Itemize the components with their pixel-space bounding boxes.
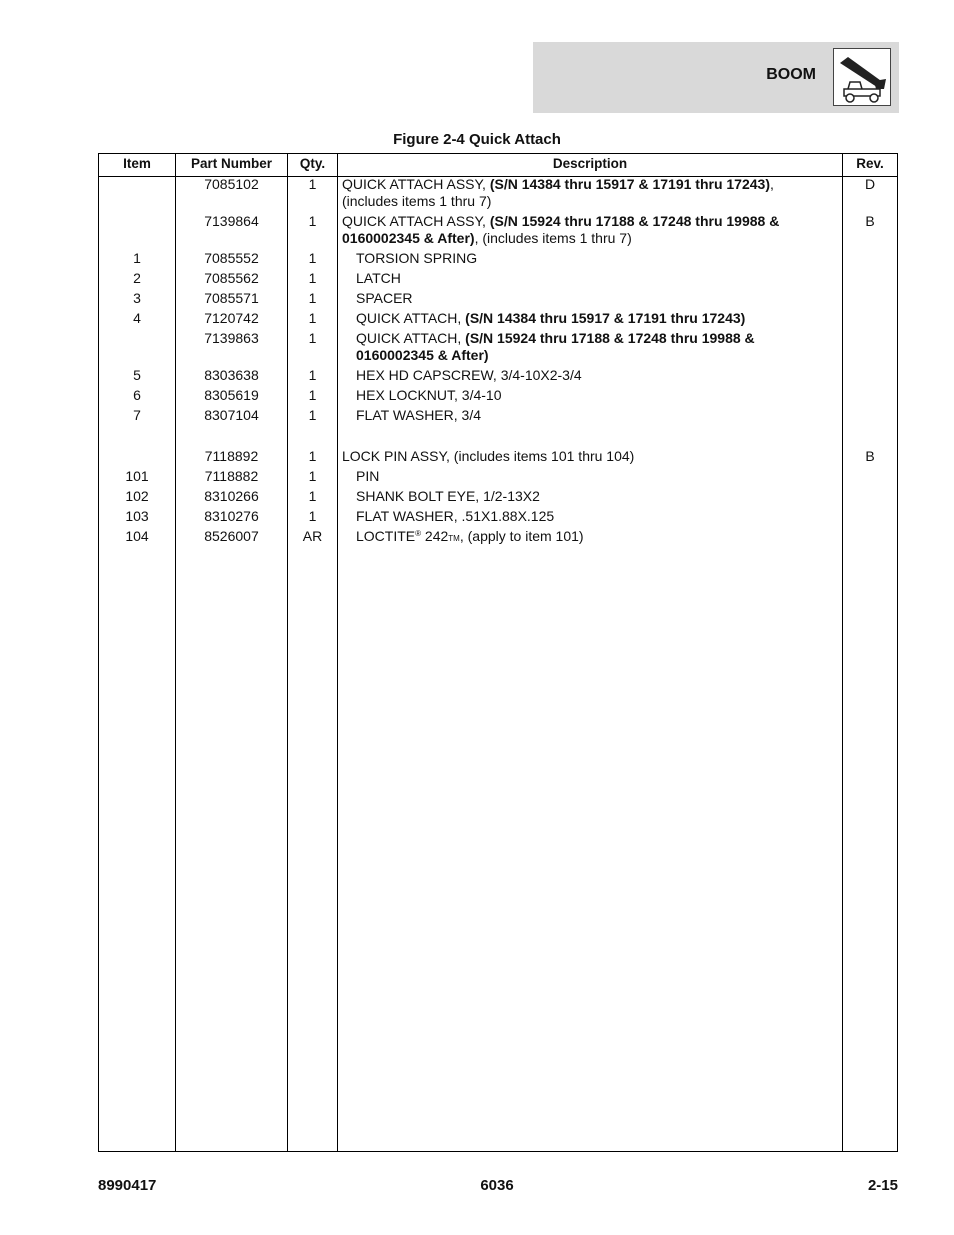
qty: 1 (308, 387, 317, 403)
table-header (99, 154, 897, 177)
table-row (99, 176, 897, 213)
part-number: 7120742 (204, 310, 259, 326)
column-header-rev: Rev. (856, 156, 884, 171)
revision: D (864, 176, 876, 192)
column-header-item: Item (123, 156, 151, 171)
table-row (99, 528, 897, 548)
description: LOCTITE® 242TM, (apply to item 101) (356, 528, 584, 544)
footer-model: 6036 (480, 1177, 514, 1194)
section-title: BOOM (766, 66, 816, 83)
part-number: 7085102 (204, 176, 259, 192)
table-row (99, 508, 897, 528)
part-number: 7085552 (204, 250, 259, 266)
description: SHANK BOLT EYE, 1/2-13X2 (356, 488, 540, 504)
qty: 1 (308, 508, 317, 524)
item-number: 6 (133, 387, 141, 403)
qty: 1 (308, 330, 317, 346)
qty: 1 (308, 407, 317, 423)
table-row (99, 387, 897, 407)
part-number: 7118882 (204, 468, 259, 484)
part-number: 8310266 (204, 488, 259, 504)
table-row (99, 270, 897, 290)
item-number: 104 (125, 528, 149, 544)
qty: 1 (308, 367, 317, 383)
description: TORSION SPRING (356, 250, 478, 266)
item-number: 5 (133, 367, 141, 383)
column-header-qty: Qty. (299, 156, 326, 171)
footer-page-number: 2-15 (867, 1177, 898, 1194)
table-row (99, 213, 897, 250)
section-header (533, 42, 899, 113)
part-number: 7085562 (204, 270, 259, 286)
part-number: 8307104 (204, 407, 259, 423)
item-number: 2 (133, 270, 141, 286)
part-number: 7139864 (204, 213, 259, 229)
description: HEX LOCKNUT, 3/4-10 (356, 387, 502, 403)
part-number: 7118892 (204, 448, 259, 464)
table-row (99, 250, 897, 270)
table-body (99, 176, 897, 548)
part-number: 7139863 (204, 330, 259, 346)
column-header-description: Description (552, 156, 628, 171)
parts-table (98, 153, 898, 1152)
item-number: 3 (133, 290, 141, 306)
qty: AR (302, 528, 323, 544)
qty: 1 (308, 468, 317, 484)
item-number: 1 (133, 250, 141, 266)
table-row (99, 448, 897, 468)
column-header-part-number: Part Number (190, 156, 273, 171)
qty: 1 (308, 290, 317, 306)
item-number: 103 (125, 508, 149, 524)
description: FLAT WASHER, 3/4 (356, 407, 481, 423)
revision: B (865, 448, 875, 464)
part-number: 8303638 (204, 367, 259, 383)
part-number: 7085571 (204, 290, 259, 306)
description: QUICK ATTACH, (S/N 14384 thru 15917 & 17191 thru 17243) (356, 310, 746, 326)
item-number: 4 (133, 310, 141, 326)
qty: 1 (308, 488, 317, 504)
part-number: 8526007 (204, 528, 259, 544)
description: QUICK ATTACH ASSY, (S/N 14384 thru 15917 & 17191 thru 17243), (includes items 1 thru 7) (342, 176, 774, 209)
figure-title: Figure 2-4 Quick Attach (393, 131, 561, 148)
table-row (99, 468, 897, 488)
item-number: 102 (125, 488, 149, 504)
footer-manual-number: 8990417 (98, 1177, 157, 1194)
revision: B (865, 213, 875, 229)
table-row (99, 310, 897, 330)
qty: 1 (308, 448, 317, 464)
qty: 1 (308, 176, 317, 192)
description: PIN (356, 468, 380, 484)
qty: 1 (308, 213, 317, 229)
item-number: 7 (133, 407, 141, 423)
description: QUICK ATTACH, (S/N 15924 thru 17188 & 17248 thru 19988 & 0160002345 & After) (356, 330, 755, 363)
description: HEX HD CAPSCREW, 3/4-10X2-3/4 (356, 367, 582, 383)
telehandler-boom-icon (833, 48, 891, 106)
table-row (99, 330, 897, 367)
description: FLAT WASHER, .51X1.88X.125 (356, 508, 555, 524)
table-row (99, 367, 897, 387)
description: LOCK PIN ASSY, (includes items 101 thru 104) (342, 448, 635, 464)
description: LATCH (356, 270, 401, 286)
description: SPACER (356, 290, 413, 306)
table-row (99, 407, 897, 448)
description: QUICK ATTACH ASSY, (S/N 15924 thru 17188 & 17248 thru 19988 & 0160002345 & After), (includes items 1 thru 7) (342, 213, 780, 246)
table-row (99, 488, 897, 508)
qty: 1 (308, 310, 317, 326)
item-number: 101 (125, 468, 149, 484)
qty: 1 (308, 250, 317, 266)
qty: 1 (308, 270, 317, 286)
part-number: 8305619 (204, 387, 259, 403)
table-row (99, 290, 897, 310)
part-number: 8310276 (204, 508, 259, 524)
